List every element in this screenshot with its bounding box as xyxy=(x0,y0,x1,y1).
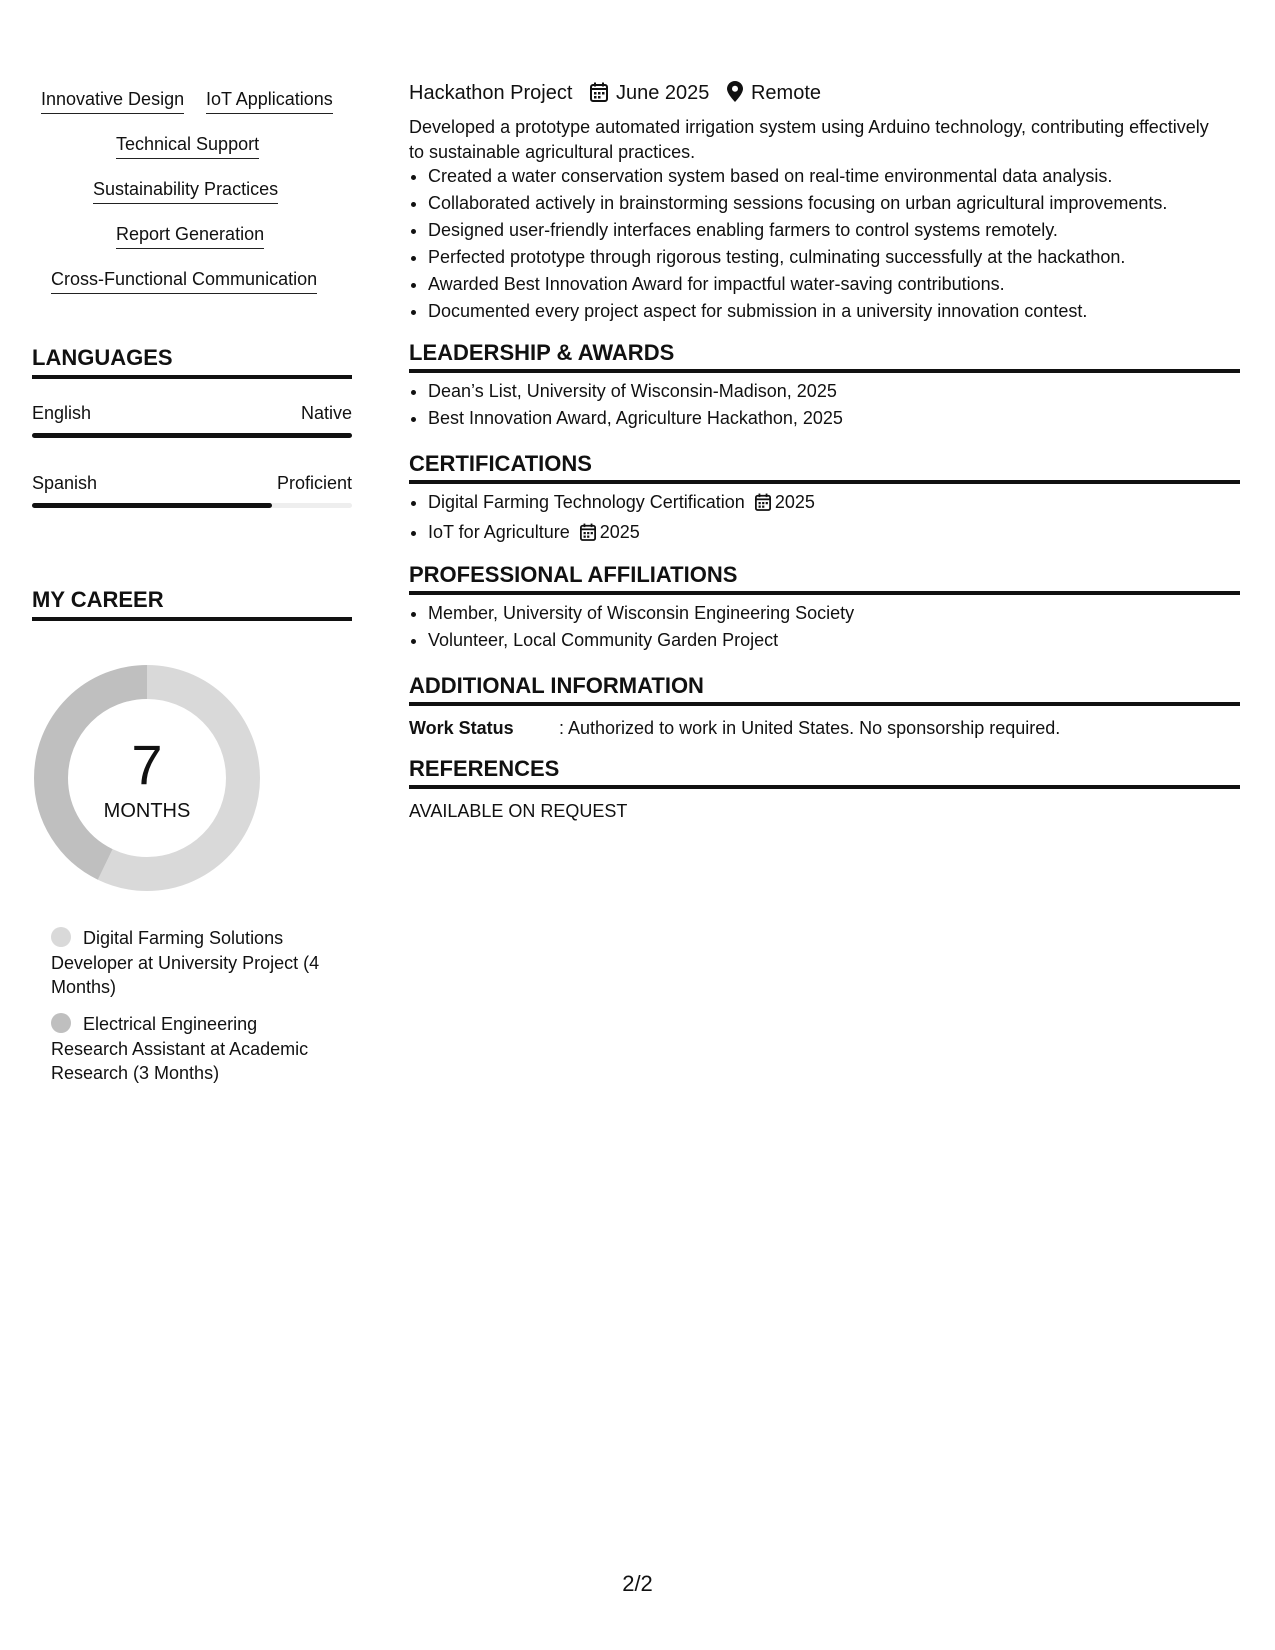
language-level: Proficient xyxy=(276,473,352,493)
career-entry-text: Electrical Engineering Research Assistant at Academic Research (3 Months) xyxy=(51,1014,309,1083)
languages-heading: LANGUAGES xyxy=(32,345,352,379)
career-total-unit: MONTHS xyxy=(103,800,191,822)
project-bullets xyxy=(409,163,1240,325)
list-item: • Member, University of Wisconsin Engineering Society xyxy=(428,600,1240,627)
legend-dot xyxy=(51,927,71,947)
language-row xyxy=(32,473,352,494)
work-status-value: : Authorized to work in United States. No sponsorship required. xyxy=(559,718,1061,738)
skill-tag: Cross-Functional Communication xyxy=(51,268,317,294)
certification-year: 2025 xyxy=(774,492,815,512)
list-item: • Designed user-friendly interfaces enabling farmers to control systems remotely. xyxy=(428,217,1240,244)
language-level: Native xyxy=(300,403,352,423)
work-status-row xyxy=(409,718,1060,739)
calendar-icon xyxy=(590,82,608,109)
project-location: Remote xyxy=(750,82,821,104)
certification-year: 2025 xyxy=(599,522,640,542)
list-item: • Awarded Best Innovation Award for impactful water-saving contributions. xyxy=(428,271,1240,298)
list-item xyxy=(428,519,1240,549)
map-pin-icon xyxy=(727,81,743,109)
calendar-icon xyxy=(755,492,771,519)
additional-info-heading: ADDITIONAL INFORMATION xyxy=(409,673,1240,706)
work-status-label: Work Status xyxy=(409,718,514,738)
references-text: AVAILABLE ON REQUEST xyxy=(409,801,628,821)
career-legend-item xyxy=(51,1012,331,1086)
language-row xyxy=(32,403,352,424)
list-item: • Documented every project aspect for submission in a university innovation contest. xyxy=(428,298,1240,325)
career-legend-item xyxy=(51,926,331,1000)
certifications-heading: CERTIFICATIONS xyxy=(409,451,1240,484)
language-name: Spanish xyxy=(32,473,98,493)
project-header xyxy=(409,80,821,109)
page-number: 2/2 xyxy=(622,1571,653,1596)
list-item: • Volunteer, Local Community Garden Project xyxy=(428,627,1240,654)
career-total-number: 7 xyxy=(131,733,163,796)
leadership-heading: LEADERSHIP & AWARDS xyxy=(409,340,1240,373)
language-bar xyxy=(32,503,352,508)
project-description: Developed a prototype automated irrigation system using Arduino technology, contributing effectively to sustainable agricultural practices. xyxy=(409,117,1209,162)
language-bar-fill xyxy=(32,433,352,438)
list-item: • Collaborated actively in brainstorming sessions focusing on urban agricultural improvements. xyxy=(428,190,1240,217)
skill-tag: IoT Applications xyxy=(206,88,333,114)
affiliations-heading: PROFESSIONAL AFFILIATIONS xyxy=(409,562,1240,595)
list-item: • Perfected prototype through rigorous testing, culminating successfully at the hackathon. xyxy=(428,244,1240,271)
skill-tag: Innovative Design xyxy=(41,88,184,114)
list-item: • Best Innovation Award, Agriculture Hackathon, 2025 xyxy=(428,405,1240,432)
references-heading: REFERENCES xyxy=(409,756,1240,789)
skill-tag: Report Generation xyxy=(116,223,264,249)
project-date: June 2025 xyxy=(615,82,710,104)
leadership-list xyxy=(409,378,1240,432)
language-bar xyxy=(32,433,352,438)
certifications-list xyxy=(409,489,1240,549)
language-bar-fill xyxy=(32,503,272,508)
list-item: • Dean’s List, University of Wisconsin-Madison, 2025 xyxy=(428,378,1240,405)
list-item: • Created a water conservation system based on real-time environmental data analysis. xyxy=(428,163,1240,190)
calendar-icon xyxy=(580,522,596,549)
affiliations-list xyxy=(409,600,1240,654)
career-entry-text: Digital Farming Solutions Developer at University Project (4 Months) xyxy=(51,928,320,997)
career-donut-chart xyxy=(34,665,260,891)
list-item xyxy=(428,489,1240,519)
language-name: English xyxy=(32,403,92,423)
career-heading: MY CAREER xyxy=(32,587,352,621)
skill-tag: Technical Support xyxy=(116,133,259,159)
legend-dot xyxy=(51,1013,71,1033)
certification-name: IoT for Agriculture xyxy=(428,522,570,542)
skill-tag: Sustainability Practices xyxy=(93,178,278,204)
certification-name: Digital Farming Technology Certification xyxy=(428,492,745,512)
project-name: Hackathon Project xyxy=(409,82,573,104)
